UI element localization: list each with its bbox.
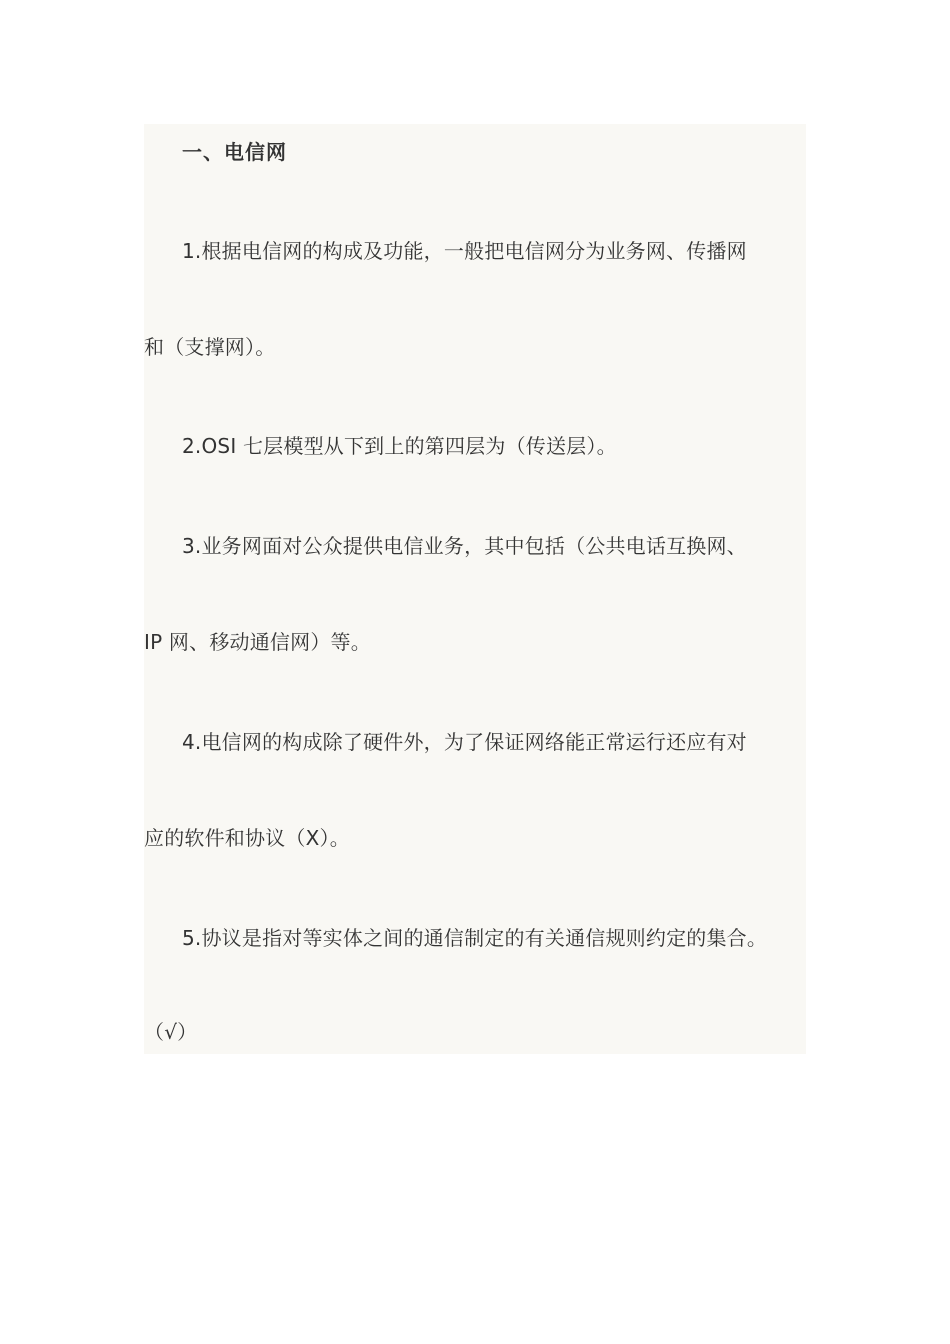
item-2-line-1: 2.OSI 七层模型从下到上的第四层为（传送层）。: [182, 434, 617, 458]
item-4-line-1: 4.电信网的构成除了硬件外，为了保证网络能正常运行还应有对: [182, 730, 747, 754]
item-5-line-1: 5.协议是指对等实体之间的通信制定的有关通信规则约定的集合。: [182, 926, 768, 950]
item-1-line-1: 1.根据电信网的构成及功能，一般把电信网分为业务网、传播网: [182, 239, 747, 263]
item-1-line-2: 和（支撑网）。: [144, 335, 276, 359]
section-heading: 一、电信网: [182, 140, 287, 164]
item-4-line-2: 应的软件和协议（X）。: [144, 826, 350, 850]
item-5-line-2: （√）: [144, 1020, 198, 1044]
item-3-line-1: 3.业务网面对公众提供电信业务，其中包括（公共电话互换网、: [182, 534, 747, 558]
item-3-line-2: IP 网、移动通信网）等。: [144, 630, 371, 654]
